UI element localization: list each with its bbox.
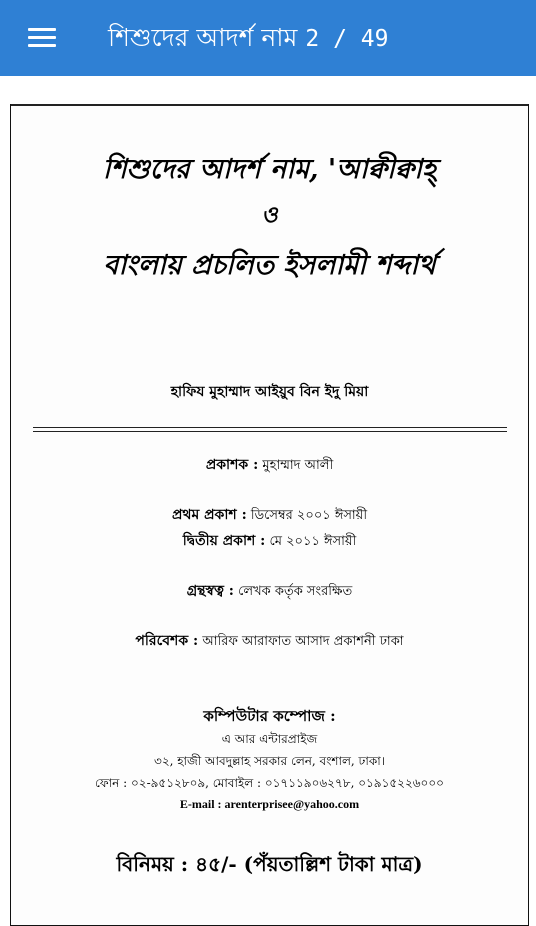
compose-address: ৩২, হাজী আবদুল্লাহ সরকার লেন, বংশাল, ঢাকা। xyxy=(154,754,385,768)
copyright-value: লেখক কর্তৃক সংরক্ষিত xyxy=(238,584,353,599)
publisher-value: মুহাম্মাদ আলী xyxy=(262,458,334,473)
distributor-label: পরিবেশক : xyxy=(135,633,199,649)
second-publication-value: মে ২০১১ ঈসায়ী xyxy=(269,534,357,549)
author-name: হাফিয মুহাম্মাদ আইয়ুব বিন ইদু মিয়া xyxy=(170,384,369,400)
second-publication-line xyxy=(11,529,528,553)
menu-bar-line xyxy=(28,44,56,47)
menu-bar-line xyxy=(28,28,56,31)
first-publication-line xyxy=(11,503,528,527)
copyright-line xyxy=(11,579,528,603)
copyright-label: গ্রন্থস্বত্ব : xyxy=(186,583,234,599)
menu-bar-line xyxy=(28,36,56,39)
first-publication-value: ডিসেম্বর ২০০১ ঈসায়ী xyxy=(250,508,368,523)
price-line: বিনিময় : ৪৫/- (পঁয়তাল্লিশ টাকা মাত্র) xyxy=(116,852,423,876)
page-title-line2: ও xyxy=(261,202,278,228)
hamburger-menu-icon[interactable] xyxy=(20,22,60,54)
scanned-page xyxy=(10,104,529,926)
compose-email: E-mail : arenterprisee@yahoo.com xyxy=(179,797,360,811)
app-title xyxy=(108,18,388,61)
page-indicator: 2 / 49 xyxy=(305,26,389,52)
distributor-line xyxy=(11,629,528,653)
app-bar xyxy=(0,0,536,76)
divider xyxy=(33,427,507,428)
page-viewer[interactable] xyxy=(0,76,536,900)
page-title-line1: শিশুদের আদর্শ নাম, 'আক্বীক্বাহ্ xyxy=(102,154,437,185)
compose-phone: ফোন : ০২-৯৫১২৮০৯, মোবাইল : ০১৭১১৯০৬২৭৮, ০১৯১৫২২৬০০০ xyxy=(95,776,444,790)
compose-heading: কম্পিউটার কম্পোজ : xyxy=(203,707,336,725)
book-title: শিশুদের আদর্শ নাম xyxy=(108,23,298,52)
first-publication-label: প্রথম প্রকাশ : xyxy=(171,507,247,523)
compose-name: এ আর এন্টারপ্রাইজ xyxy=(221,732,318,746)
second-publication-label: দ্বিতীয় প্রকাশ : xyxy=(182,533,266,549)
publisher-line xyxy=(11,453,528,477)
page-title-line3: বাংলায় প্রচলিত ইসলামী শব্দার্থ xyxy=(103,250,436,281)
distributor-value: আরিফ আরাফাত আসাদ প্রকাশনী ঢাকা xyxy=(202,634,404,649)
divider xyxy=(33,431,507,432)
publisher-label: প্রকাশক : xyxy=(205,457,259,473)
